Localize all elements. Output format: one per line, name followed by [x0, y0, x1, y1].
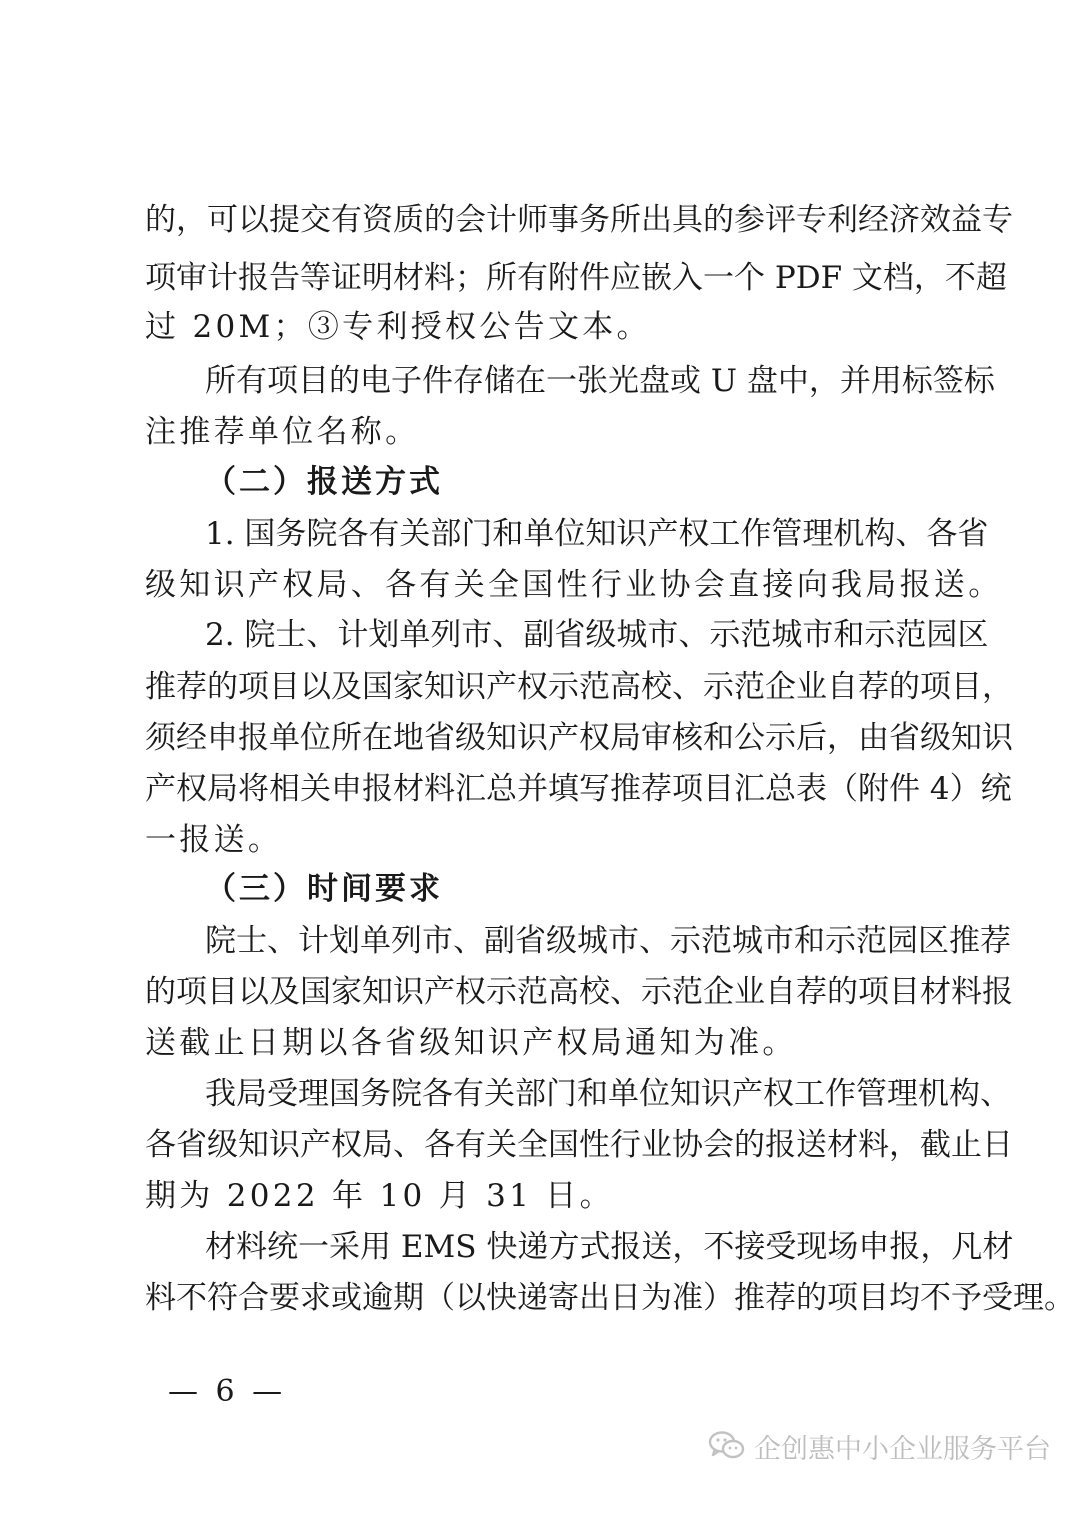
section-heading-3: （三）时间要求: [205, 871, 443, 907]
body-text-line: 1. 国务院各有关部门和单位知识产权工作管理机构、各省: [205, 516, 989, 552]
body-text-line: 一报送。: [145, 822, 283, 858]
body-text-line: 材料统一采用 EMS 快递方式报送，不接受现场申报，凡材: [205, 1229, 1014, 1265]
body-text-line: 过 20M；③专利授权公告文本。: [145, 309, 651, 345]
body-text-line: 产权局将相关申报材料汇总并填写推荐项目汇总表（附件 4）统: [145, 771, 1012, 807]
body-text-line: 项审计报告等证明材料；所有附件应嵌入一个 PDF 文档，不超: [145, 260, 1007, 296]
page-number: — 6 —: [168, 1374, 287, 1409]
body-text-line: 级知识产权局、各有关全国性行业协会直接向我局报送。: [145, 567, 1003, 603]
watermark: [708, 1426, 1051, 1466]
body-text-line: 须经申报单位所在地省级知识产权局审核和公示后，由省级知识: [145, 720, 1013, 756]
body-text-line: 的项目以及国家知识产权示范高校、示范企业自荐的项目材料报: [145, 974, 1013, 1010]
body-text-line: 我局受理国务院各有关部门和单位知识产权工作管理机构、: [205, 1076, 1011, 1112]
section-heading-2: （二）报送方式: [205, 464, 443, 500]
body-text-line: 料不符合要求或逾期（以快递寄出日为准）推荐的项目均不予受理。: [145, 1280, 1075, 1316]
body-text-line: 各省级知识产权局、各有关全国性行业协会的报送材料，截止日: [145, 1127, 1013, 1163]
body-text-line: 推荐的项目以及国家知识产权示范高校、示范企业自荐的项目，: [145, 669, 1013, 705]
wechat-icon: [708, 1430, 746, 1462]
body-text-line: 注推荐单位名称。: [145, 414, 420, 450]
watermark-text: 企创惠中小企业服务平台: [754, 1433, 1051, 1465]
body-text-line: 院士、计划单列市、副省级城市、示范城市和示范园区推荐: [205, 923, 1011, 959]
body-text-line: 2. 院士、计划单列市、副省级城市、示范城市和示范园区: [205, 617, 989, 653]
body-text-line: 的，可以提交有资质的会计师事务所出具的参评专利经济效益专: [145, 202, 1013, 238]
body-text-line: 送截止日期以各省级知识产权局通知为准。: [145, 1025, 797, 1061]
body-text-line: 期为 2022 年 10 月 31 日。: [145, 1178, 614, 1214]
body-text-line: 所有项目的电子件存储在一张光盘或 U 盘中，并用标签标: [205, 363, 995, 399]
